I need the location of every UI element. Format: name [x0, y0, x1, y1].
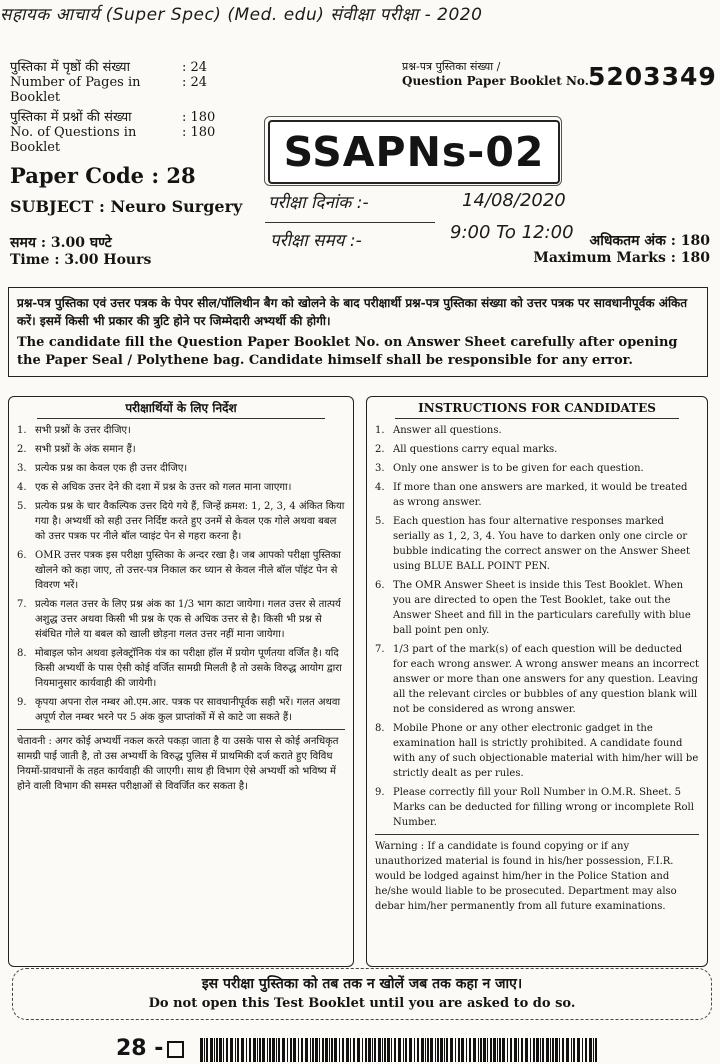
instruction-number: 6. — [17, 550, 27, 561]
instruction-number: 8. — [17, 648, 27, 659]
question-paper-number: 5203349 — [588, 62, 717, 91]
instruction-item — [375, 480, 699, 510]
instruction-number: 7. — [17, 599, 27, 610]
handwritten-date-label: परीक्षा दिनांक :- — [268, 193, 369, 213]
instruction-item — [375, 514, 699, 574]
instruction-item — [375, 721, 699, 781]
instruction-number: 9. — [17, 697, 27, 708]
questions-label-en: No. of Questions in Booklet — [10, 125, 137, 155]
notice-hi: प्रश्न-पत्र पुस्तिका एवं उत्तर पत्रक के पेपर सील/पॉलिथीन बैग को खोलने के बाद परीक्षार्थी प्रश्न-पत्र पुस्तिका संख्या को उत्तर पत्रक पर सावधानीपूर्वक अंकित करें। इसमें किसी भी प्रकार की त्रुटि होने पर जिम्मेदारी अभ्यर्थी की होगी। — [17, 296, 688, 328]
instruction-item — [17, 480, 345, 495]
instruction-number: 4. — [375, 482, 385, 493]
instruction-item — [375, 785, 699, 830]
instruction-text: Mobile Phone or any other electronic gadget in the examination hall is strictly prohibited. A candidate found with any of such objectionable material with him/her will be strictly dealt as per rules. — [393, 723, 699, 779]
handwritten-time-label: परीक्षा समय :- — [270, 231, 362, 251]
booklet-info — [10, 60, 215, 155]
questions-value-en: : 180 — [182, 125, 216, 140]
instruction-number: 1. — [17, 425, 27, 436]
instruction-text: OMR उत्तर पत्रक इस परीक्षा पुस्तिका के अन्दर रखा है। जब आपको परीक्षा पुस्तिका खोलने को कहा जाए, तो उत्तर-पत्र निकाल कर ध्यान से केवल नीले बॉल पॉइंट पेन से विवरण भरें। — [35, 550, 341, 591]
instruction-text: Only one answer is to be given for each question. — [393, 463, 644, 474]
instruction-number: 7. — [375, 644, 385, 655]
time-block — [10, 235, 151, 269]
footer-en: Do not open this Test Booklet until you are asked to do so. — [148, 996, 576, 1011]
instruction-item — [375, 442, 699, 457]
instruction-text: 1/3 part of the mark(s) of each question will be deducted for each wrong answer. A wrong answer means an incorrect answer or more than one answers for any question. Leaving all the relevant circles or bubbles of any question blank will not be considered as wrong answer. — [393, 644, 700, 715]
instruction-number: 5. — [17, 501, 27, 512]
instruction-number: 3. — [17, 463, 27, 474]
question-paper-label-hi: प्रश्न-पत्र पुस्तिका संख्या / — [402, 60, 501, 73]
instruction-item — [17, 548, 345, 593]
question-paper-label — [402, 60, 589, 88]
instruction-number: 5. — [375, 516, 385, 527]
paper-code: Paper Code : 28 — [10, 163, 196, 188]
booklet-code: SSAPNs-02 — [268, 120, 560, 184]
instruction-text: Each question has four alternative responses marked serially as 1, 2, 3, 4. You have to darken only one circle or bubble indicating the correct answer on the Answer Sheet using BLUE BALL POINT PEN. — [393, 516, 690, 572]
page-code — [116, 1036, 184, 1061]
notice-en: The candidate fill the Question Paper Booklet No. on Answer Sheet carefully after opening the Paper Seal / Polythene bag. Candidate himself shall be responsible for any error. — [17, 335, 678, 368]
instruction-text: सभी प्रश्नों के अंक समान हैं। — [35, 444, 136, 455]
question-paper-label-en: Question Paper Booklet No. — [402, 74, 589, 88]
instruction-number: 1. — [375, 425, 385, 436]
pages-label-hi: पुस्तिका में पृष्ठों की संख्या — [10, 60, 130, 75]
instruction-item — [375, 423, 699, 438]
instruction-text: Answer all questions. — [393, 425, 502, 436]
max-marks-block — [530, 233, 710, 267]
instruction-text: प्रत्येक प्रश्न का केवल एक ही उत्तर दीजिए। — [35, 463, 188, 474]
max-marks-hi: अधिकतम अंक : 180 — [589, 233, 710, 249]
instruction-text: एक से अधिक उत्तर देने की दशा में प्रश्न के उत्तर को गलत माना जाएगा। — [35, 482, 292, 493]
instruction-item — [17, 499, 345, 544]
instruction-item — [17, 646, 345, 691]
instruction-item — [375, 642, 699, 717]
instructions-english-list — [375, 423, 699, 830]
instruction-number: 6. — [375, 580, 385, 591]
warning-english: Warning : If a candidate is found copying or if any unauthorized material is found in his/her possession, F.I.R. would be lodged against him/her in the Police Station and he/she would liable to be prosecuted. Department may also debar him/her permanently from all future examinations. — [375, 834, 699, 914]
instruction-text: प्रत्येक प्रश्न के चार वैकल्पिक उत्तर दिये गये हैं, जिन्हें क्रमश: 1, 2, 3, 4 अंकित किया गया है। अभ्यर्थी को सही उत्तर निर्दिष्ट करते हुए उनमें से केवल एक गोले अथवा बबल को उत्तर पत्रक पर नीले बॉल प्वाइंट पेन से गहरा करना है। — [35, 501, 345, 542]
page-code-text: 28 - — [116, 1036, 164, 1061]
instruction-item — [17, 597, 345, 642]
notice-box — [8, 287, 708, 377]
questions-value-hi: : 180 — [182, 110, 216, 125]
instruction-item — [375, 461, 699, 476]
instruction-text: कृपया अपना रोल नम्बर ओ.एम.आर. पत्रक पर सावधानीपूर्वक सही भरें। गलत अथवा अपूर्ण रोल नम्बर भरने पर 5 अंक कुल प्राप्तांकों में से काटे जा सकते हैं। — [35, 697, 341, 723]
instructions-hindi-list — [17, 423, 345, 725]
instruction-item — [17, 442, 345, 457]
instructions-hindi-title: परीक्षार्थियों के लिए निर्देश — [37, 397, 325, 419]
time-en: Time : 3.00 Hours — [10, 252, 152, 268]
checkbox-square-icon — [167, 1041, 184, 1058]
instruction-text: सभी प्रश्नों के उत्तर दीजिए। — [35, 425, 131, 436]
subject: SUBJECT : Neuro Surgery — [10, 197, 243, 216]
handwritten-time: 9:00 To 12:00 — [450, 222, 574, 243]
time-hi: समय : 3.00 घण्टे — [10, 235, 112, 251]
instruction-number: 9. — [375, 787, 385, 798]
footer-hi: इस परीक्षा पुस्तिका को तब तक न खोलें जब तक कहा न जाए। — [201, 976, 523, 992]
instruction-text: All questions carry equal marks. — [393, 444, 558, 455]
instruction-number: 8. — [375, 723, 385, 734]
instruction-text: The OMR Answer Sheet is inside this Test Booklet. When you are directed to open the Test Booklet, take out the Answer Sheet and fill in the particulars carefully with blue ball point pen only. — [393, 580, 691, 636]
instructions-hindi — [8, 396, 354, 967]
pages-value-en: : 24 — [182, 75, 208, 90]
instruction-number: 2. — [375, 444, 385, 455]
instruction-number: 4. — [17, 482, 27, 493]
instruction-item — [375, 578, 699, 638]
handwritten-date: 14/08/2020 — [462, 190, 566, 211]
instruction-text: If more than one answers are marked, it would be treated as wrong answer. — [393, 482, 688, 508]
pages-label-en: Number of Pages in Booklet — [10, 75, 141, 105]
pages-value-hi: : 24 — [182, 60, 208, 75]
footer-box — [12, 968, 712, 1020]
instruction-item — [17, 461, 345, 476]
instruction-text: प्रत्येक गलत उत्तर के लिए प्रश्न अंक का 1/3 भाग काटा जायेगा। गलत उत्तर से तात्पर्य अशुद्ध उत्तर अथवा किसी भी प्रश्न के एक से अधिक उत्तर से है। किसी भी प्रश्न से संबंधित गोले या बबल को खाली छोड़ना गलत उत्तर नहीं माना जायेगा। — [35, 599, 341, 640]
subject-divider — [265, 222, 435, 223]
max-marks-en: Maximum Marks : 180 — [533, 250, 710, 266]
instructions-english — [366, 396, 708, 967]
instructions-english-title: INSTRUCTIONS FOR CANDIDATES — [395, 397, 679, 419]
handwritten-header: सहायक आचार्य (Super Spec) (Med. edu) संवीक्षा परीक्षा - 2020 — [0, 5, 483, 25]
instruction-item — [17, 695, 345, 725]
warning-hindi: चेतावनी : अगर कोई अभ्यर्थी नकल करते पकड़ा जाता है या उसके पास से कोई अनधिकृत सामग्री पाई जाती है, तो उस अभ्यर्थी के विरुद्ध पुलिस में प्राथमिकी दर्ज कराते हुए विविध नियमों-प्रावधानों के तहत कार्यवाही की जाएगी। साथ ही विभाग ऐसे अभ्यर्थी को भविष्य में होने वाली विभाग की समस्त परीक्षाओं से विवर्जित कर सकता है। — [17, 729, 345, 794]
instruction-number: 3. — [375, 463, 385, 474]
questions-label-hi: पुस्तिका में प्रश्नों की संख्या — [10, 110, 132, 125]
instruction-text: मोबाइल फोन अथवा इलेक्ट्रॉनिक यंत्र का परीक्षा हॉल में प्रयोग पूर्णतया वर्जित है। यदि किसी अभ्यर्थी के पास ऐसी कोई वर्जित सामग्री मिलती है तो उसके विरुद्ध आयोग द्वारा नियमानुसार कार्यवाही की जायेगी। — [35, 648, 342, 689]
instruction-text: Please correctly fill your Roll Number in O.M.R. Sheet. 5 Marks can be deducted for filling wrong or incomplete Roll Number. — [393, 787, 694, 828]
barcode — [200, 1038, 600, 1062]
instruction-item — [17, 423, 345, 438]
instruction-number: 2. — [17, 444, 27, 455]
